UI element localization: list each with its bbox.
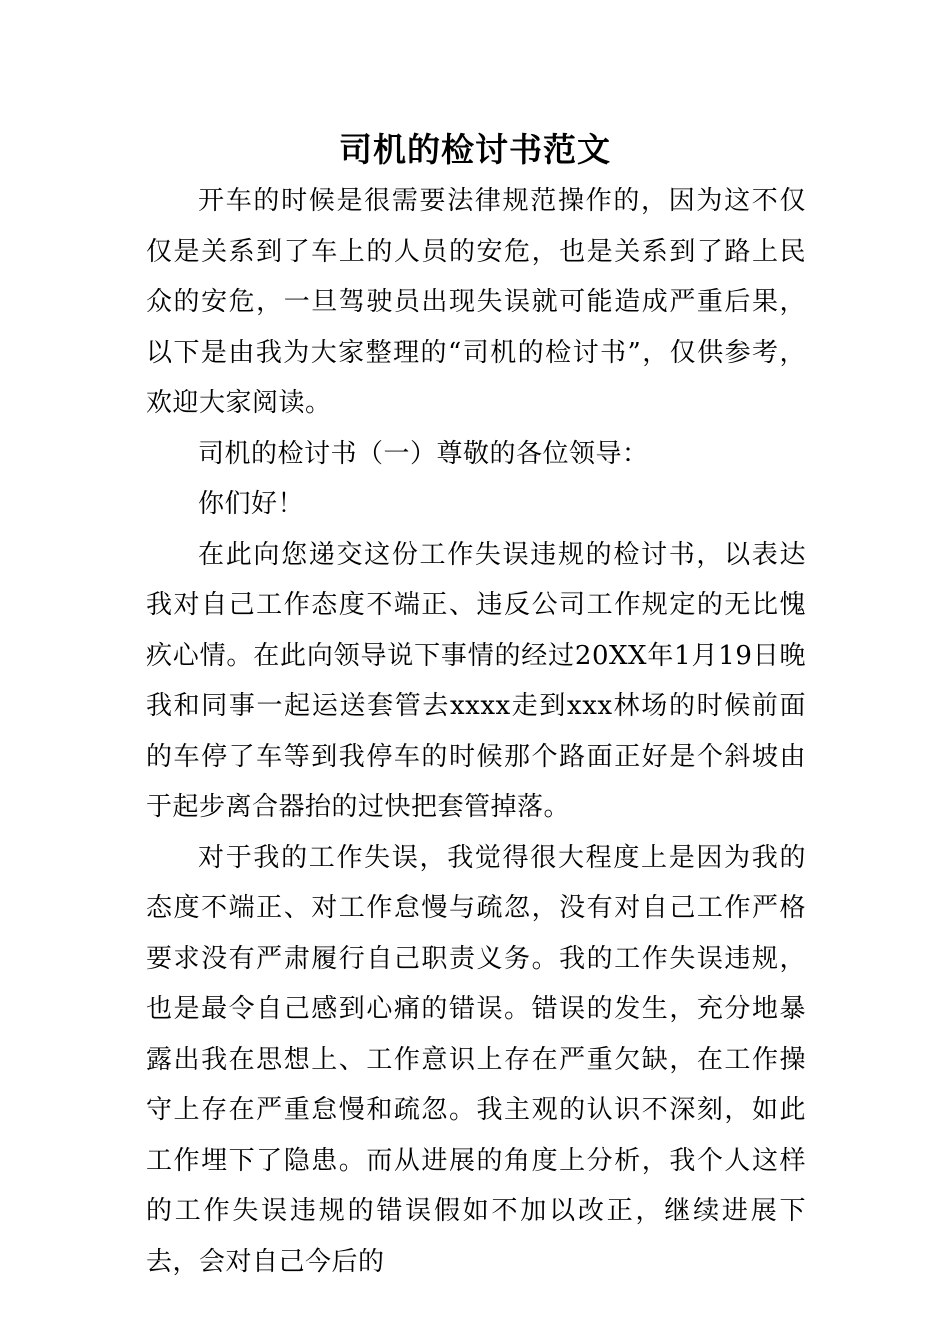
paragraph-incident: 在此向您递交这份工作失误违规的检讨书，以表达我对自己工作态度不端正、违反公司工作规定的无比愧疚心情。在此向领导说下事情的经过20XX年1月19日晚我和同事一起运送套管去xxxx走到xxx林场的时候前面的车停了车等到我停车的时候那个路面正好是个斜坡由于起步离合器抬的过快把套管掉落。 [146, 539, 806, 822]
paragraph-reflection: 对于我的工作失误，我觉得很大程度上是因为我的态度不端正、对工作怠慢与疏忽，没有对自己工作严格要求没有严肃履行自己职责义务。我的工作失误违规，也是最令自己感到心痛的错误。错误的发生，充分地暴露出我在思想上、工作意识上存在严重欠缺，在工作操守上存在严重怠慢和疏忽。我主观的认识不深刻，如此工作埋下了隐患。而从进展的角度上分析，我个人这样的工作失误违规的错误假如不加以改正，继续进展下去，会对自己今后的 [146, 842, 806, 1277]
document-title: 司机的检讨书范文 [339, 130, 611, 169]
paragraph-letter-heading: 司机的检讨书（一）尊敬的各位领导： [198, 438, 649, 469]
paragraph-greeting: 你们好！ [198, 489, 305, 519]
paragraph-intro: 开车的时候是很需要法律规范操作的，因为这不仅仅是关系到了车上的人员的安危，也是关系到了路上民众的安危，一旦驾驶员出现失误就可能造成严重后果，以下是由我为大家整理的“司机的检讨书”，仅供参考，欢迎大家阅读。 [146, 186, 806, 418]
document-body [146, 176, 806, 1287]
